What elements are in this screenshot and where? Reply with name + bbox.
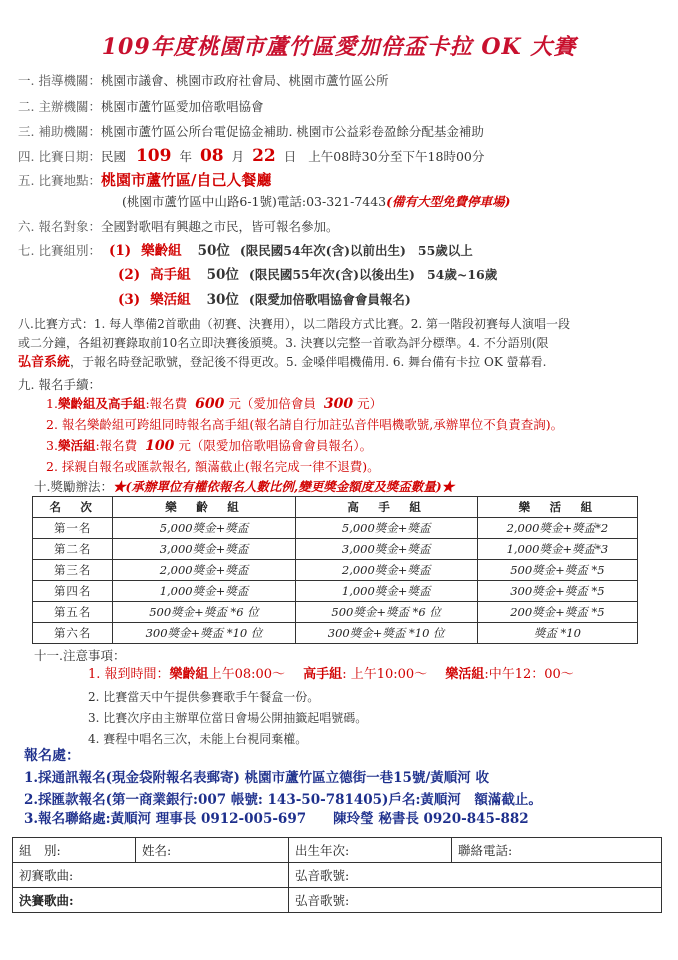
prize-header-row [33, 497, 638, 518]
prize-cell: 1,000獎金+獎盃 [113, 581, 295, 602]
venue-name: 桃園市蘆竹區/自己人餐廳 [100, 171, 272, 189]
host-line [18, 99, 263, 115]
group-1-num: (1) [108, 243, 132, 259]
prize-cell: 5,000獎金+獎盃 [295, 518, 477, 539]
table-row [33, 581, 638, 602]
form-final-code-field[interactable]: 弘音歌號: [289, 888, 662, 913]
sponsor-label: 三. 補助機關： [18, 124, 101, 139]
notes-1-label: 1. 報到時間： [88, 667, 170, 682]
group-2-cond: (限民國55年次(含)以後出生) [248, 267, 415, 282]
registration-item-3: 3.報名聯絡處:黃順河 理事長 0912-005-697 陳玲瑩 秘書長 0920-845-882 [24, 811, 529, 827]
group-3-name: 樂活組 [150, 292, 191, 308]
eligibility-line [18, 219, 338, 235]
prize-line [34, 479, 454, 495]
venue-label: 五. 比賽地點： [18, 173, 101, 188]
form-birth-field[interactable]: 出生年次: [289, 838, 452, 863]
notes-item-3: 3. 比賽次序由主辦單位當日會場公開抽籤起唱號碼。 [88, 711, 368, 725]
procedure-item-4: 2. 採親自報名或匯款報名, 額滿截止(報名完成一律不退費)。 [46, 459, 380, 474]
method-line-3 [18, 354, 546, 371]
procedure-1-fee: 600 [195, 396, 225, 412]
host-value: 桃園市蘆竹區愛加倍歌唱協會 [100, 99, 264, 114]
table-row [33, 518, 638, 539]
groups-line-1 [18, 242, 473, 260]
date-year: 109 [135, 146, 172, 166]
venue-address: (桃園市蘆竹區中山路6-1號) [122, 194, 277, 209]
table-row [33, 602, 638, 623]
guide-label: 一. 指導機關： [18, 73, 101, 88]
form-row [13, 888, 662, 913]
guide-value: 桃園市議會、桃園市政府社會局、桃園市蘆竹區公所 [100, 73, 389, 88]
registration-item-2: 2.採匯款報名(第一商業銀行:007 帳號: 143-50-781405)戶名:黃順河 額滿截止。 [24, 792, 542, 808]
prize-rank: 第五名 [33, 602, 113, 623]
group-1-name: 樂齡組 [141, 243, 182, 259]
registration-label: 報名處： [24, 748, 80, 764]
eligibility-label: 六. 報名對象： [18, 219, 101, 234]
date-year-unit: 年 [179, 149, 192, 164]
procedure-3-num: 3. [46, 438, 58, 453]
registration-form [12, 837, 662, 913]
procedure-1-num: 1. [46, 396, 58, 411]
method-line-1: 八.比賽方式：1. 每人準備2首歌曲（初賽、決賽用），以二階段方式比賽。2. 第一階段初賽每人演唱一段 [18, 317, 570, 331]
date-day: 22 [252, 146, 276, 166]
prize-header-senior: 樂 齡 組 [113, 497, 295, 518]
sponsor-line [18, 124, 484, 140]
prize-rank: 第四名 [33, 581, 113, 602]
prize-header-expert: 高 手 組 [295, 497, 477, 518]
prize-cell: 1,000獎金+獎盃 [295, 581, 477, 602]
prize-rank: 第一名 [33, 518, 113, 539]
date-prefix: 民國 [100, 149, 126, 164]
procedure-1-member-fee: 300 [323, 396, 354, 412]
group-2-age: 54歲~16歲 [426, 267, 498, 282]
prize-header-member: 樂 活 組 [477, 497, 637, 518]
prize-header-rank: 名 次 [33, 497, 113, 518]
group-1-age: 55歲以上 [417, 243, 473, 258]
form-phone-field[interactable]: 聯絡電話: [452, 838, 662, 863]
prize-cell: 5,000獎金+獎盃 [113, 518, 295, 539]
table-row [33, 560, 638, 581]
venue-detail-line [122, 194, 510, 210]
form-final-song-field[interactable]: 決賽歌曲: [13, 888, 289, 913]
prize-cell: 獎盃 *10 [477, 623, 637, 644]
procedure-3-fee: 100 [145, 438, 175, 454]
prize-cell: 300獎金+獎盃 *5 [477, 581, 637, 602]
notes-1-member-time: :中午12：00～ [484, 667, 574, 682]
sponsor-value: 桃園市蘆竹區公所台電促協金補助. 桃園市公益彩卷盈餘分配基金補助 [100, 124, 484, 139]
notes-1-member: 樂活組 [445, 667, 485, 682]
procedure-3-tail: 元（限愛加倍歌唱協會會員報名）。 [178, 438, 373, 453]
procedure-label: 九. 報名手續： [18, 377, 101, 392]
group-1-cond: (限民國54年次(含)以前出生) [239, 243, 406, 258]
method-line-3-rest: ，于報名時登記歌號，登記後不得更改。5. 金嗓伴唱機備用. 6. 舞台備有卡拉 OK 螢幕看. [70, 355, 547, 369]
prize-cell: 2,000獎金+獎盃*2 [477, 518, 637, 539]
registration-item-1: 1.採通訊報名(現金袋附報名表郵寄) 桃園市蘆竹區立德街一巷15號/黃順河 收 [24, 770, 489, 786]
notes-item-1 [88, 666, 574, 684]
procedure-3-group: 樂活組 [57, 438, 96, 453]
groups-line-2 [118, 266, 497, 284]
prize-cell: 2,000獎金+獎盃 [295, 560, 477, 581]
venue-line [18, 170, 271, 191]
prize-cell: 2,000獎金+獎盃 [113, 560, 295, 581]
prize-cell: 200獎金+獎盃 *5 [477, 602, 637, 623]
prize-rank: 第二名 [33, 539, 113, 560]
notes-1-expert-time: : 上午10:00～ [342, 667, 428, 682]
groups-line-3 [118, 291, 411, 309]
date-month: 08 [199, 146, 224, 166]
prize-rank: 第六名 [33, 623, 113, 644]
prize-table [32, 496, 638, 644]
procedure-item-1 [46, 396, 382, 412]
procedure-item-3 [46, 438, 372, 454]
prize-cell: 1,000獎金+獎盃*3 [477, 539, 637, 560]
host-label: 二. 主辦機關： [18, 99, 101, 114]
date-day-unit: 日 [283, 149, 297, 164]
prize-cell: 500獎金+獎盃 *5 [477, 560, 637, 581]
procedure-1-member-label: 元（愛加倍會員 [228, 396, 316, 411]
procedure-1-groups: 樂齡組及高手組 [57, 396, 146, 411]
prize-cell: 300獎金+獎盃 *10 位 [113, 623, 295, 644]
prize-note: ★(承辦單位有權依報名人數比例,變更獎金額度及獎盃數量)★ [112, 479, 455, 494]
prize-label: 十.獎勵辦法： [34, 479, 113, 494]
prize-cell: 500獎金+獎盃 *6 位 [113, 602, 295, 623]
prize-cell: 300獎金+獎盃 *10 位 [295, 623, 477, 644]
prize-cell: 3,000獎金+獎盃 [113, 539, 295, 560]
table-row [33, 539, 638, 560]
notes-1-expert: 高手組 [303, 667, 343, 682]
form-row [13, 863, 662, 888]
form-row [13, 838, 662, 863]
form-prelim-song-field[interactable]: 初賽歌曲: [13, 863, 289, 888]
method-system: 弘音系統 [18, 355, 71, 370]
groups-label: 七. 比賽組別： [18, 243, 101, 258]
procedure-1-fee-label: :報名費 [145, 396, 188, 411]
venue-phone: 電話:03-321-7443 [276, 194, 387, 209]
notes-1-senior-time: 上午08:00～ [208, 667, 286, 682]
guide-line [18, 73, 388, 89]
group-3-count: 30位 [206, 292, 239, 308]
date-month-unit: 月 [231, 149, 245, 164]
eligibility-value: 全國對歌唱有興趣之市民，皆可報名參加。 [100, 219, 339, 234]
date-line [18, 145, 484, 168]
prize-cell: 500獎金+獎盃 *6 位 [295, 602, 477, 623]
page-title: 109年度桃園市蘆竹區愛加倍盃卡拉 OK 大賽 [101, 34, 577, 60]
notes-1-senior: 樂齡組 [169, 667, 209, 682]
date-time: 上午08時30分至下午18時00分 [308, 149, 485, 164]
group-2-name: 高手組 [150, 267, 191, 283]
prize-rank: 第三名 [33, 560, 113, 581]
venue-parking: (備有大型免費停車場) [386, 194, 511, 209]
prize-cell: 3,000獎金+獎盃 [295, 539, 477, 560]
procedure-1-tail: 元） [357, 396, 383, 411]
form-prelim-code-field[interactable]: 弘音歌號: [289, 863, 662, 888]
notes-item-2: 2. 比賽當天中午提供參賽歌手午餐盒一份。 [88, 690, 320, 704]
form-name-field[interactable]: 姓名: [136, 838, 289, 863]
method-line-2: 或二分鐘，各組初賽錄取前10名立即決賽後頒獎。3. 決賽以完整一首歌為評分標準。4. 不分語別(限 [18, 336, 549, 350]
group-1-count: 50位 [197, 243, 230, 259]
date-label: 四. 比賽日期： [18, 149, 101, 164]
procedure-item-2: 2. 報名樂齡組可跨組同時報名高手組(報名請自行加註弘音伴唱機歌號,承辦單位不負責查詢)。 [46, 417, 564, 432]
notes-item-4: 4. 賽程中唱名三次，未能上台視同棄權。 [88, 732, 308, 746]
procedure-3-fee-label: :報名費 [95, 438, 138, 453]
table-row [33, 623, 638, 644]
group-2-num: (2) [118, 267, 141, 283]
group-3-cond: (限愛加倍歌唱協會會員報名) [248, 292, 411, 307]
form-group-field[interactable]: 組 別: [13, 838, 136, 863]
group-2-count: 50位 [206, 267, 239, 283]
group-3-num: (3) [118, 292, 141, 308]
notes-label: 十一.注意事項： [34, 648, 126, 663]
